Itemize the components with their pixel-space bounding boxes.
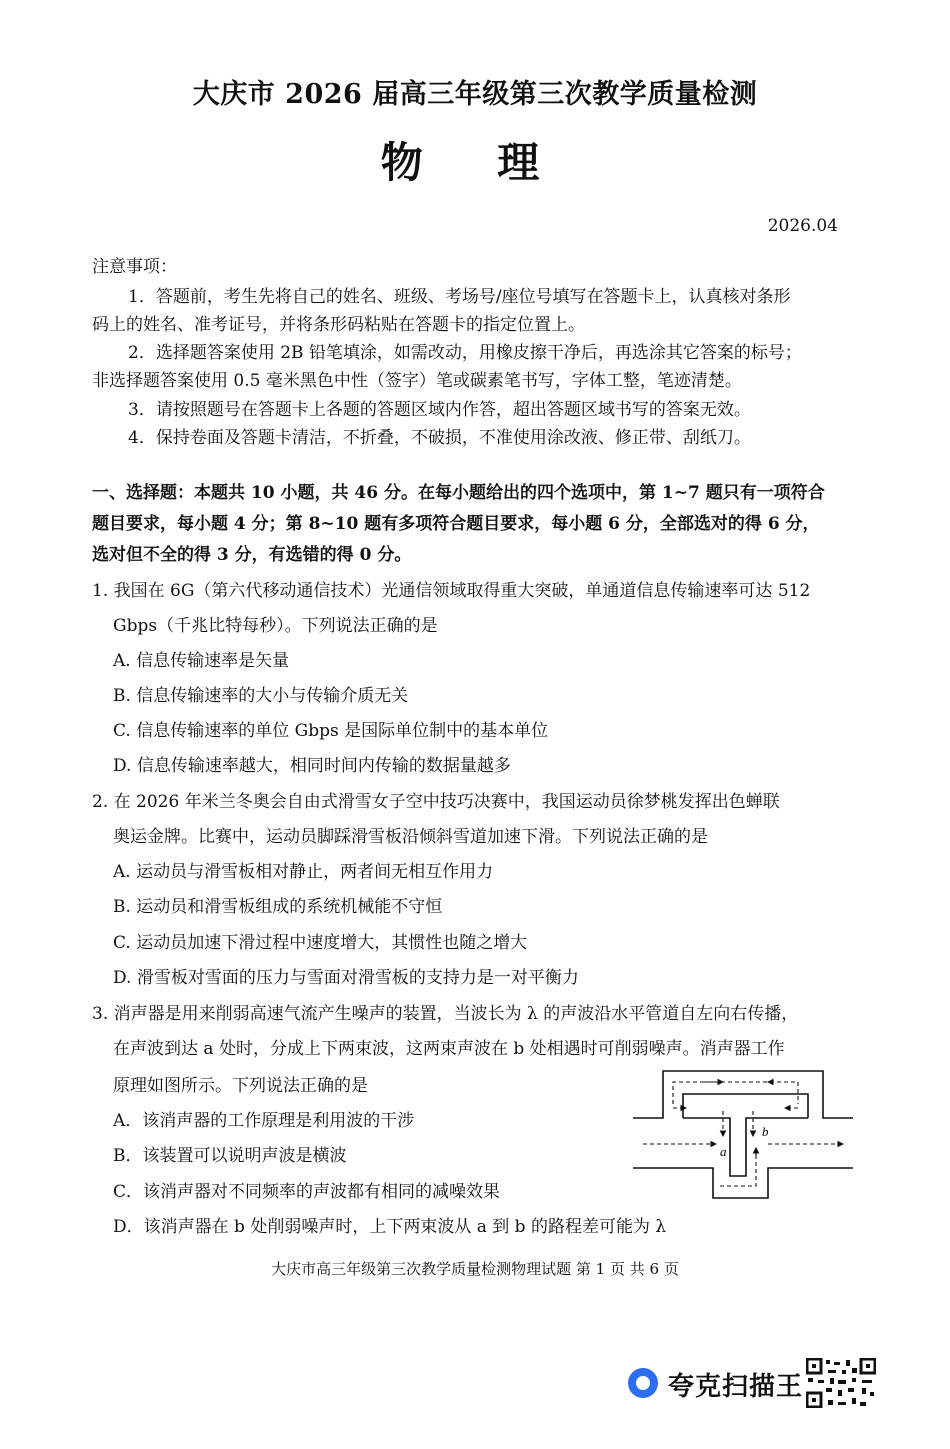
q1-option-d: D. 信息传输速率越大，相同时间内传输的数据量越多	[113, 756, 511, 776]
page-footer: 大庆市高三年级第三次教学质量检测物理试题 第 1 页 共 6 页	[271, 1260, 679, 1278]
q3-stem: 原理如图所示。下列说法正确的是	[113, 1076, 368, 1096]
notice-line: 4．保持卷面及答题卡清洁，不折叠，不破损，不准使用涂改液、修正带、刮纸刀。	[128, 428, 751, 448]
notice-line: 码上的姓名、准考证号，并将条形码粘贴在答题卡的指定位置上。	[92, 315, 585, 335]
q2-option-d: D. 滑雪板对雪面的压力与雪面对滑雪板的支持力是一对平衡力	[113, 968, 579, 988]
q1-option-b: B. 信息传输速率的大小与传输介质无关	[113, 686, 409, 706]
notice-line: 3．请按照题号在答题卡上各题的答题区域内作答，超出答题区域书写的答案无效。	[128, 400, 751, 420]
scanner-logo-icon	[628, 1368, 658, 1398]
label-a: a	[720, 1144, 727, 1159]
q3-option-a: A．该消声器的工作原理是利用波的干涉	[113, 1111, 415, 1131]
q1-stem: Gbps（千兆比特每秒）。下列说法正确的是	[113, 616, 438, 636]
notice-line: 非选择题答案使用 0.5 毫米黑色中性（签字）笔或碳素笔书写，字体工整，笔迹清楚。	[92, 371, 742, 391]
q3-option-c: C．该消声器对不同频率的声波都有相同的减噪效果	[113, 1182, 501, 1202]
q2-option-b: B. 运动员和滑雪板组成的系统机械能不守恒	[113, 897, 443, 917]
notice-line: 2．选择题答案使用 2B 铅笔填涂，如需改动，用橡皮擦干净后，再选涂其它答案的标号；	[128, 343, 802, 363]
section-instructions: 一、选择题：本题共 10 小题，共 46 分。在每小题给出的四个选项中，第 1~7 题只有一项符合	[92, 483, 825, 503]
q3-option-d: D．该消声器在 b 处削弱噪声时，上下两束波从 a 到 b 的路程差可能为 λ	[113, 1217, 667, 1237]
scanner-watermark	[628, 1358, 888, 1408]
label-b: b	[762, 1124, 769, 1139]
exam-date: 2026.04	[767, 216, 838, 236]
q2-stem: 2. 在 2026 年米兰冬奥会自由式滑雪女子空中技巧决赛中，我国运动员徐梦桃发挥出色蝉联	[92, 792, 780, 812]
section-instructions: 选对但不全的得 3 分，有选错的得 0 分。	[92, 545, 412, 565]
q1-option-a: A. 信息传输速率是矢量	[113, 651, 290, 671]
notice-line: 1．答题前，考生先将自己的姓名、班级、考场号/座位号填写在答题卡上，认真核对条形	[128, 287, 791, 307]
scanner-brand: 夸克扫描王	[668, 1372, 804, 1402]
exam-title: 大庆市 2026 届高三年级第三次教学质量检测	[192, 79, 758, 110]
q1-stem: 1. 我国在 6G（第六代移动通信技术）光通信领域取得重大突破，单通道信息传输速率可达 512	[92, 581, 811, 601]
qr-code-icon	[806, 1358, 876, 1408]
q2-option-c: C. 运动员加速下滑过程中速度增大，其惯性也随之增大	[113, 933, 528, 953]
subject-title: 物 理	[380, 138, 570, 187]
q2-stem: 奥运金牌。比赛中，运动员脚踩滑雪板沿倾斜雪道加速下滑。下列说法正确的是	[113, 827, 708, 847]
section-instructions: 题目要求，每小题 4 分；第 8~10 题有多项符合题目要求，每小题 6 分，全部选对的得 6 分，	[92, 514, 820, 534]
muffler-diagram	[628, 1066, 858, 1201]
q2-option-a: A. 运动员与滑雪板相对静止，两者间无相互作用力	[113, 862, 494, 882]
q3-stem: 在声波到达 a 处时，分成上下两束波，这两束声波在 b 处相遇时可削弱噪声。消声器工作	[113, 1039, 785, 1059]
pipe-walls	[633, 1071, 853, 1198]
q1-option-c: C. 信息传输速率的单位 Gbps 是国际单位制中的基本单位	[113, 721, 549, 741]
notice-heading: 注意事项：	[92, 257, 177, 277]
q3-option-b: B．该装置可以说明声波是横波	[113, 1146, 347, 1166]
q3-stem: 3. 消声器是用来削弱高速气流产生噪声的装置，当波长为 λ 的声波沿水平管道自左向右传播，	[92, 1004, 799, 1024]
wave-paths	[643, 1082, 843, 1186]
